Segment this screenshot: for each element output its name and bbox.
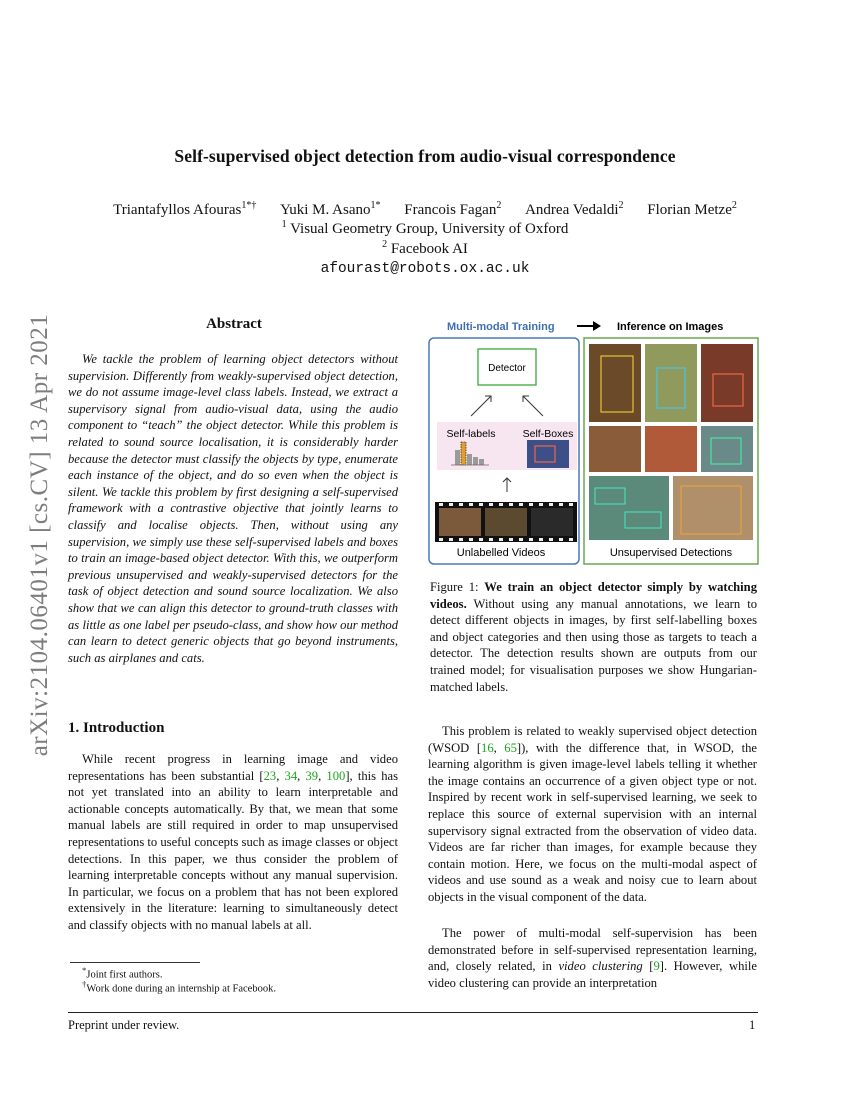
author: Andrea Vedaldi$^2$ — [525, 200, 624, 218]
author: Francois Fagan$^2$ — [404, 200, 502, 218]
right-column-paragraph: This problem is related to weakly supervised object detection (WSOD [16, 65]), with the difference that, in WSOD, the learning algorithm is given image-level labels telling it whether the image contains an occurrence of a given object type or not. Inspired by recent work in self-supervised learning, we seek to replace this source of external supervision with an internal supervisory signal extracted from the observation of video data. Videos are far richer than images, for example because they contain motion. Here, we focus on the multi-modal aspect of videos and use sound as a weak and noisy cue to learn about objects in the visual component of the data. — [428, 724, 757, 904]
arxiv-identifier — [20, 295, 60, 775]
figure-left-title: Multi-modal Training — [447, 321, 555, 333]
citation-link[interactable]: 65 — [504, 740, 517, 755]
footer-rule — [68, 1012, 758, 1013]
author: Yuki M. Asano$^{1*}$ — [280, 200, 381, 218]
self-boxes-label: Self-Boxes — [522, 428, 574, 440]
arrow-up-icon — [471, 396, 543, 416]
training-panel-caption: Unlabelled Videos — [456, 547, 546, 559]
figure-1 — [425, 316, 763, 571]
detection-image-grid — [589, 344, 753, 540]
author-email[interactable]: afourast@robots.ox.ac.uk — [320, 261, 530, 277]
detector-label: Detector — [488, 363, 526, 374]
footer-preprint-note: Preprint under review. — [68, 1018, 180, 1032]
section-heading-introduction: 1. Introduction — [68, 720, 165, 736]
footnote: *Joint first authors. — [82, 965, 163, 981]
citation-link[interactable]: 39 — [305, 768, 319, 783]
footnote: †Work done during an internship at Facebook. — [82, 979, 276, 995]
paper-title: Self-supervised object detection from audio-visual correspondence — [174, 146, 676, 166]
right-column-paragraph: The power of multi-modal self-supervision has been demonstrated before in self-supervised representation learning, and, closely related, in video clustering [9]. However, while video clustering can provide an interpretation — [428, 926, 758, 990]
abstract-heading: Abstract — [206, 316, 262, 332]
citation-link[interactable]: 9 — [653, 959, 660, 974]
figure-1-caption: Figure 1: We train an object detector simply by watching videos. Without using any manual annotations, we learn to detect different objects in images, by first self-labelling boxes and object categories and then using those as targets to teach a detector. The detection results shown are outputs from our trained model; for visualisation purposes we show Hungarian-matched labels. — [430, 580, 757, 694]
figure-1-diagram — [425, 316, 763, 571]
affiliation: $^2$ Facebook AI — [382, 239, 468, 257]
page-number: 1 — [749, 1018, 756, 1032]
self-boxes-image — [527, 440, 569, 468]
author: Triantafyllos Afouras$^{1*\dagger}$ — [113, 200, 257, 218]
author-list — [0, 200, 850, 219]
abstract-text: We tackle the problem of learning object detectors without supervision. Differently from weakly-supervised object detection, we do not assume image-level class labels. Instead, we extract a supervisory signal from audio-visual data, using the audio component to “teach” the object detector. While this problem is related to sound source localisation, it is considerably harder because the detector must classify the objects by type, enumerate each instance of the object, and do so even when the object is silent. We tackle this problem by first designing a self-supervised framework with a contrastive objective that jointly learns to classify and localise objects. Then, without using any supervision, we simply use these self-supervised labels and boxes to train an image-based object detector. With this, we outperform previous unsupervised and weakly-supervised detectors for the task of object detection and sound source localization. We also show that we can align this detector to ground-truth classes with as little as one label per pseudo-class, and show how our method can learn to detect generic objects that go beyond instruments, such as airplanes and cats. — [68, 352, 398, 665]
detections-panel-caption: Unsupervised Detections — [609, 547, 733, 559]
self-labels-label: Self-labels — [446, 428, 496, 440]
arxiv-identifier-text: arXiv:2104.06401v1 [cs.CV] 13 Apr 2021 — [26, 313, 53, 757]
citation-link[interactable]: 34 — [284, 768, 298, 783]
figure-right-title: Inference on Images — [617, 321, 724, 333]
author: Florian Metze$^2$ — [647, 200, 737, 218]
affiliation: $^1$ Visual Geometry Group, University of Oxford — [281, 219, 569, 237]
citation-link[interactable]: 100 — [326, 768, 346, 783]
citation-link[interactable]: 23 — [263, 768, 277, 783]
citation-link[interactable]: 16 — [481, 740, 494, 755]
intro-paragraph: While recent progress in learning image and video representations has been substantial [23, 34, 39, 100], this has not yet translated into an ability to learn interpretable and actionable concepts automatically. By that, we mean that some manual labels are still required in order to map unsupervised representations to useful concepts such as image classes or object detections. In this paper, we thus consider the problem of learning interpretable concepts without any manual supervision. In particular, we focus on a problem that has not been explored extensively in the literature: learning to simultaneously detect and classify objects with no manual labels at all. — [68, 752, 399, 932]
arrow-right-icon — [577, 321, 601, 331]
video-filmstrip — [435, 502, 577, 542]
